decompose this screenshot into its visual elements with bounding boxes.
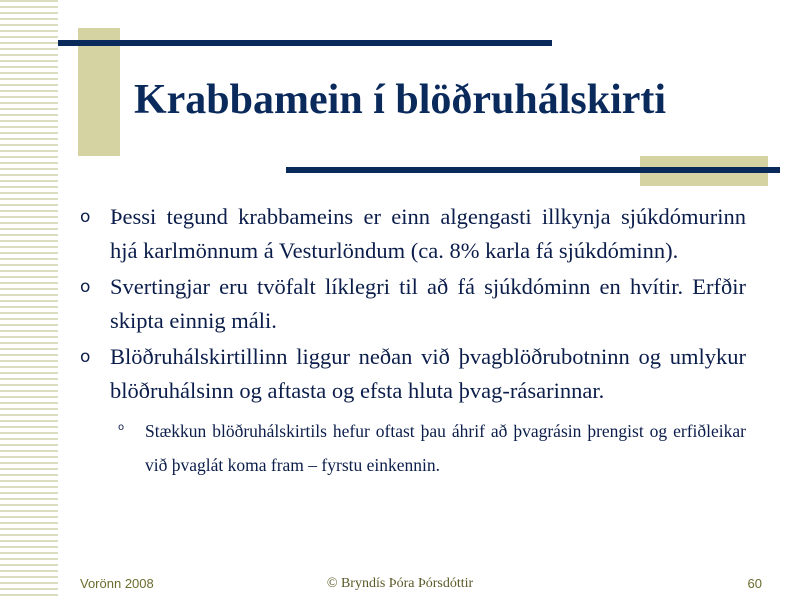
slide-number: 60 — [747, 576, 762, 591]
bullet-marker: o — [80, 207, 91, 227]
slide-title: Krabbamein í blöðruhálskirti — [134, 77, 667, 123]
footer-copyright: © Bryndís Þóra Þórsdóttir — [326, 576, 474, 591]
accent-block-left — [78, 28, 120, 156]
title-bar-top — [58, 40, 552, 46]
sub-bullet-text: Stækkun blöðruhálskirtils hefur oftast þau áhrif að þvagrásin þrengist og erfiðleikar við þvaglát koma fram – fyrstu einkennin. — [145, 421, 746, 475]
title-bar-bottom — [286, 167, 780, 173]
bullet-marker: o — [80, 277, 91, 297]
sub-bullet-item — [118, 414, 746, 482]
decorative-stripes — [0, 0, 58, 600]
bullet-item — [80, 270, 746, 338]
bullet-item — [80, 200, 746, 268]
bullet-text: Þessi tegund krabbameins er einn algengasti illkynja sjúkdómurinn hjá karlmönnum á Vesturlöndum (ca. 8% karla fá sjúkdóminn). — [110, 204, 746, 263]
bullet-item — [80, 340, 746, 408]
slide-content — [80, 200, 746, 482]
sub-bullet-marker: o — [118, 422, 125, 433]
bullet-marker: o — [80, 347, 91, 367]
bullet-text: Blöðruhálskirtillinn liggur neðan við þvagblöðrubotninn og umlykur blöðruhálsinn og aftasta og efsta hluta þvag-rásarinnar. — [110, 344, 746, 403]
bullet-text: Svertingjar eru tvöfalt líklegri til að fá sjúkdóminn en hvítir. Erfðir skipta einnig máli. — [110, 274, 746, 333]
footer-term: Vorönn 2008 — [80, 576, 154, 591]
